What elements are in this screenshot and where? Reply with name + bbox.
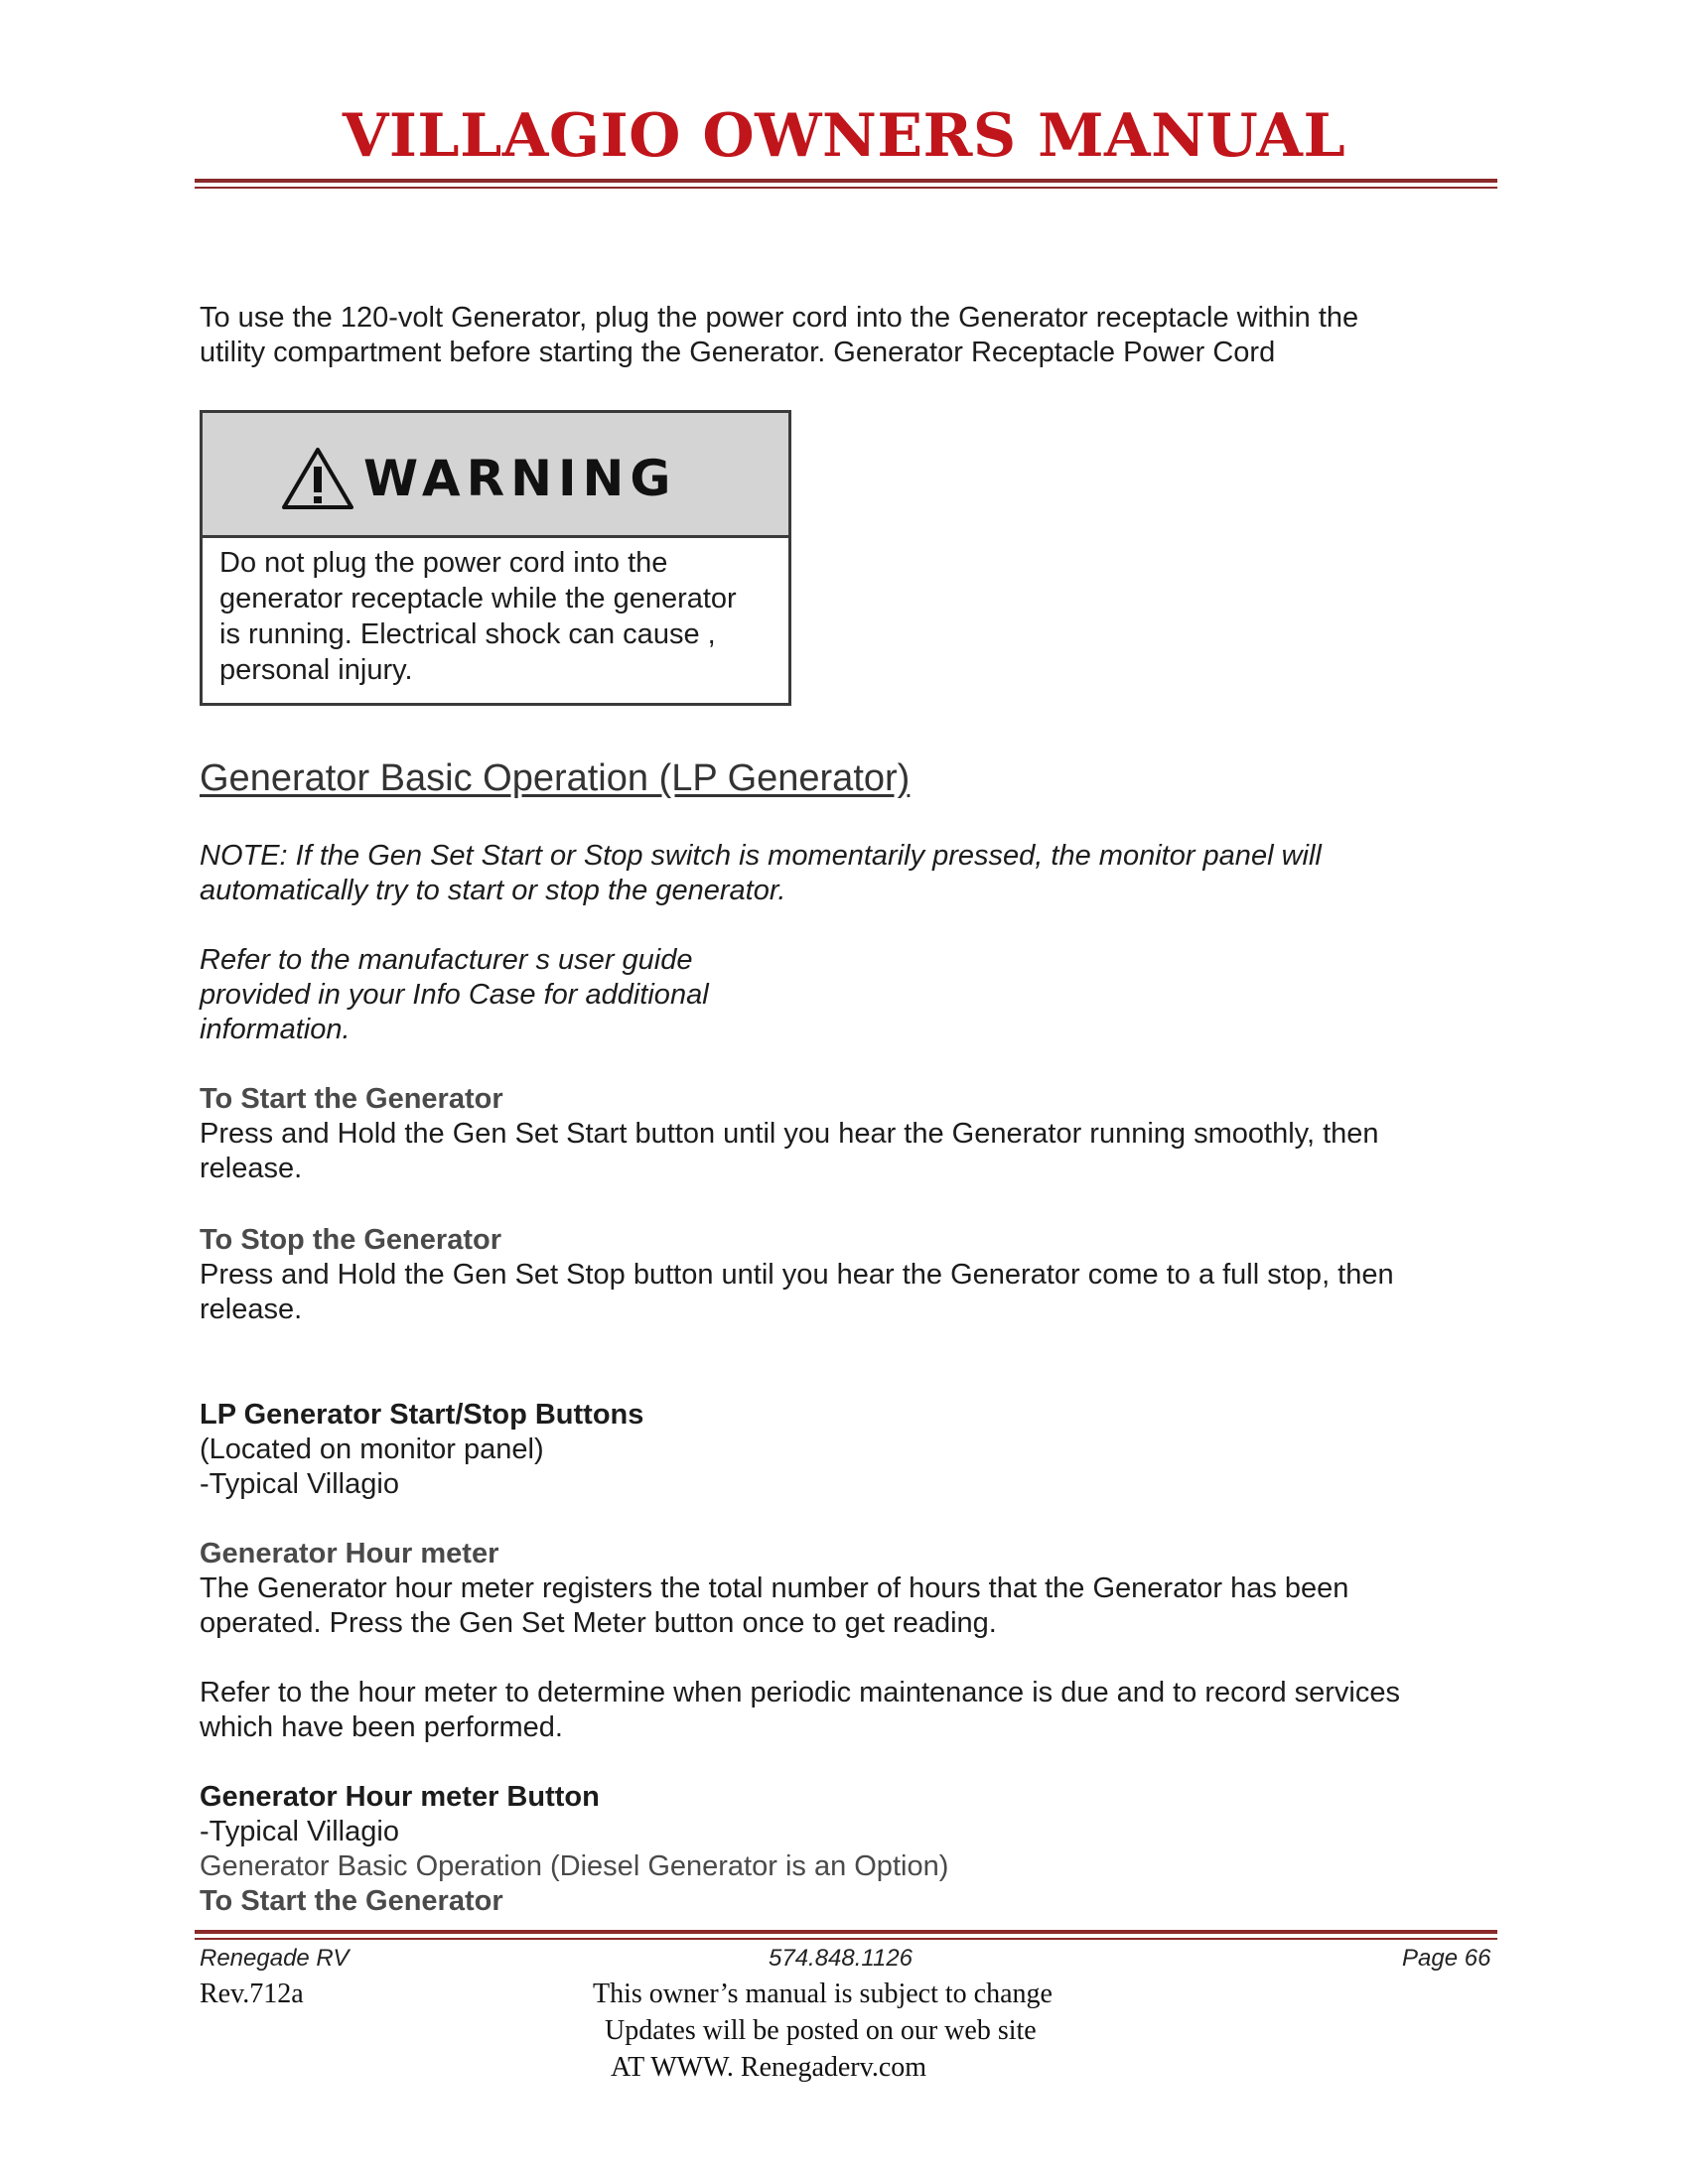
footer-notice-line: This owner’s manual is subject to change xyxy=(593,1979,1053,2009)
hour-meter-refer-line: Refer to the hour meter to determine when periodic maintenance is due and to record services xyxy=(200,1677,1400,1708)
hour-meter-button-heading: Generator Hour meter Button xyxy=(200,1781,600,1813)
intro-paragraph xyxy=(200,301,1500,370)
footer-page-number: Page 66 xyxy=(1402,1945,1491,1972)
warning-line: personal injury. xyxy=(219,654,413,686)
hour-meter-refer-block xyxy=(200,1676,1500,1745)
warning-line: is running. Electrical shock can cause , xyxy=(219,618,716,650)
warning-line: generator receptacle while the generator xyxy=(219,583,737,614)
warning-triangle-icon xyxy=(282,447,353,510)
footer-rule-top xyxy=(195,1930,1497,1934)
refer-line: information. xyxy=(200,1014,351,1045)
start-block xyxy=(200,1082,1500,1186)
stop-line: Press and Hold the Gen Set Stop button until you hear the Generator come to a full stop, then xyxy=(200,1259,1394,1291)
refer-paragraph xyxy=(200,943,1500,1047)
page-title: VILLAGIO OWNERS MANUAL xyxy=(342,101,1346,171)
warning-label xyxy=(200,410,791,706)
start-heading: To Start the Generator xyxy=(200,1083,503,1115)
start-line: Press and Hold the Gen Set Start button until you hear the Generator running smoothly, then xyxy=(200,1118,1379,1150)
hour-meter-heading: Generator Hour meter xyxy=(200,1538,499,1570)
warning-text xyxy=(219,545,785,688)
stop-line: release. xyxy=(200,1294,303,1325)
stop-heading: To Stop the Generator xyxy=(200,1224,501,1256)
lp-buttons-heading: LP Generator Start/Stop Buttons xyxy=(200,1399,644,1431)
hour-meter-button-line: -Typical Villagio xyxy=(200,1816,399,1847)
footer-notice-line: AT WWW. Renegaderv.com xyxy=(611,2052,927,2083)
warning-line: Do not plug the power cord into the xyxy=(219,547,668,579)
footer-company: Renegade RV xyxy=(200,1945,350,1972)
hour-meter-block xyxy=(200,1537,1500,1641)
hour-meter-refer-line: which have been performed. xyxy=(200,1711,563,1743)
hour-meter-button-block xyxy=(200,1780,1500,1919)
note-line: NOTE: If the Gen Set Start or Stop switch is momentarily pressed, the monitor panel will xyxy=(200,840,1322,872)
refer-line: Refer to the manufacturer s user guide xyxy=(200,944,693,976)
hour-meter-line: operated. Press the Gen Set Meter button once to get reading. xyxy=(200,1607,997,1639)
lp-buttons-line: (Located on monitor panel) xyxy=(200,1433,544,1465)
note-paragraph xyxy=(200,839,1500,908)
footer-phone: 574.848.1126 xyxy=(769,1945,914,1972)
lp-buttons-block xyxy=(200,1398,1500,1502)
warning-word: WARNING xyxy=(363,450,677,507)
diesel-line: Generator Basic Operation (Diesel Generator is an Option) xyxy=(200,1850,949,1882)
warning-header xyxy=(203,413,788,538)
section-heading: Generator Basic Operation (LP Generator) xyxy=(200,757,911,799)
intro-line: To use the 120-volt Generator, plug the power cord into the Generator receptacle within the xyxy=(200,302,1359,334)
stop-block xyxy=(200,1223,1500,1327)
refer-line: provided in your Info Case for additional xyxy=(200,979,709,1011)
intro-line: utility compartment before starting the Generator. Generator Receptacle Power Cord xyxy=(200,337,1276,368)
footer-rule-bottom xyxy=(195,1938,1497,1940)
footer-notice-line: Updates will be posted on our web site xyxy=(605,2015,1037,2046)
start-line: release. xyxy=(200,1153,303,1184)
lp-buttons-line: -Typical Villagio xyxy=(200,1468,399,1500)
header-rule-bottom xyxy=(195,187,1497,189)
footer-revision: Rev.712a xyxy=(200,1979,304,2009)
diesel-start-heading: To Start the Generator xyxy=(200,1885,503,1917)
header-rule-top xyxy=(195,179,1497,183)
hour-meter-line: The Generator hour meter registers the total number of hours that the Generator has been xyxy=(200,1572,1349,1604)
note-line: automatically try to start or stop the generator. xyxy=(200,875,786,906)
